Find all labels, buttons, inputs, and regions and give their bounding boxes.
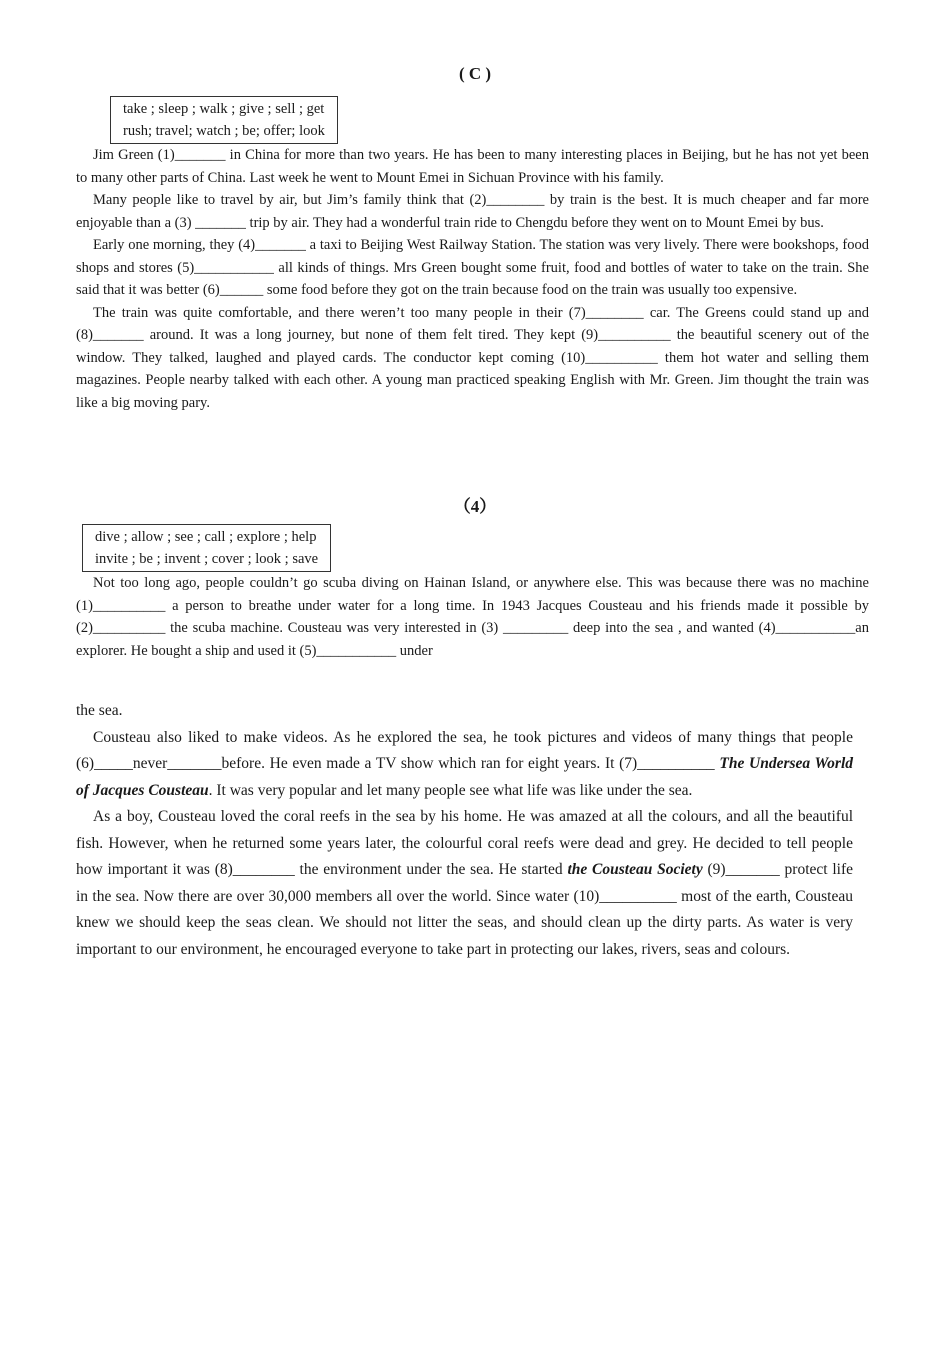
word-box-line: dive ; allow ; see ; call ; explore ; help	[95, 529, 317, 545]
section-4-passage-part1	[76, 572, 869, 662]
word-box-line: rush; travel; watch ; be; offer; look	[123, 123, 325, 139]
word-box-line: invite ; be ; invent ; cover ; look ; save	[95, 551, 319, 567]
section-4-word-box	[82, 524, 331, 572]
paragraph-continuation: the sea.	[76, 702, 123, 719]
paragraph: The train was quite comfortable, and there weren’t too many people in their (7)________ car. The Greens could stand up and (8)_______ around. It was a long journey, but none of them felt tired. They kept (9)__________ the beautiful scenery out of the window. They talked, laughed and played cards. The conductor kept coming (10)__________ them hot water and selling them magazines. People nearby talked with each other. A young man practiced speaking English with Mr. Green. Jim thought the train was like a big moving pary.	[76, 304, 869, 411]
text-run: . It was very popular and let many people see what life was like under the sea.	[208, 781, 693, 799]
text-run: (9)_______ protect life in the sea. Now there are over 30,000 members all over the world. Since water (10)__________ most of the earth, Cousteau knew we should keep the seas clean. We should not litter the seas, and should clean up the dirty parts. As water is very important to our environment, he encouraged everyone to take part in protecting our lakes, rivers, seas and colours.	[76, 861, 853, 958]
section-c-word-box	[110, 96, 338, 144]
section-4-heading: （4）	[453, 497, 497, 516]
section-c-heading: ( C )	[458, 64, 492, 83]
paragraph	[76, 804, 853, 963]
society-name: the Cousteau Society	[567, 861, 703, 878]
show-title: The Undersea World of Jacques Cousteau	[76, 755, 854, 799]
text-run: Cousteau also liked to make videos. As he explored the sea, he took pictures and videos of many things that people (6)_____never_______before. He even made a TV show which ran for eight years. It (7)__________	[76, 728, 853, 772]
paragraph	[76, 725, 853, 805]
paragraph: Jim Green (1)_______ in China for more than two years. He has been to many interesting places in Beijing, but he has not yet been to many other parts of China. Last week he went to Mount Emei in Sichuan Province with his family.	[76, 147, 869, 186]
text-run: As a boy, Cousteau loved the coral reefs in the sea by his home. He was amazed at all the colours, and all the beautiful fish. However, when he returned some years later, the colourful coral reefs were dead and grey. He decided to tell people how important it was (8)________ the environment under the sea. He started	[76, 808, 853, 878]
word-box-line: take ; sleep ; walk ; give ; sell ; get	[123, 101, 325, 117]
paragraph: Not too long ago, people couldn’t go scuba diving on Hainan Island, or anywhere else. This was because there was no machine (1)__________ a person to breathe under water for a long time. In 1943 Jacques Cousteau and his friends made it possible by (2)__________ the scuba machine. Cousteau was very interested in (3) _________ deep into the sea , and wanted (4)___________an explorer. He bought a ship and used it (5)___________ under	[76, 575, 869, 659]
section-c-passage	[76, 144, 869, 414]
paragraph: Many people like to travel by air, but Jim’s family think that (2)________ by train is the best. It is much cheaper and far more enjoyable than a (3) _______ trip by air. They had a wonderful train ride to Chengdu before they went on to Mount Emei by bus.	[76, 192, 869, 231]
section-4-passage-part2	[76, 698, 853, 963]
paragraph: Early one morning, they (4)_______ a taxi to Beijing West Railway Station. The station was very lively. There were bookshops, food shops and stores (5)___________ all kinds of things. Mrs Green bought some fruit, food and bottles of water to take on the train. She said that it was better (6)______ some food before they got on the train because food on the train was usually too expensive.	[76, 237, 869, 298]
